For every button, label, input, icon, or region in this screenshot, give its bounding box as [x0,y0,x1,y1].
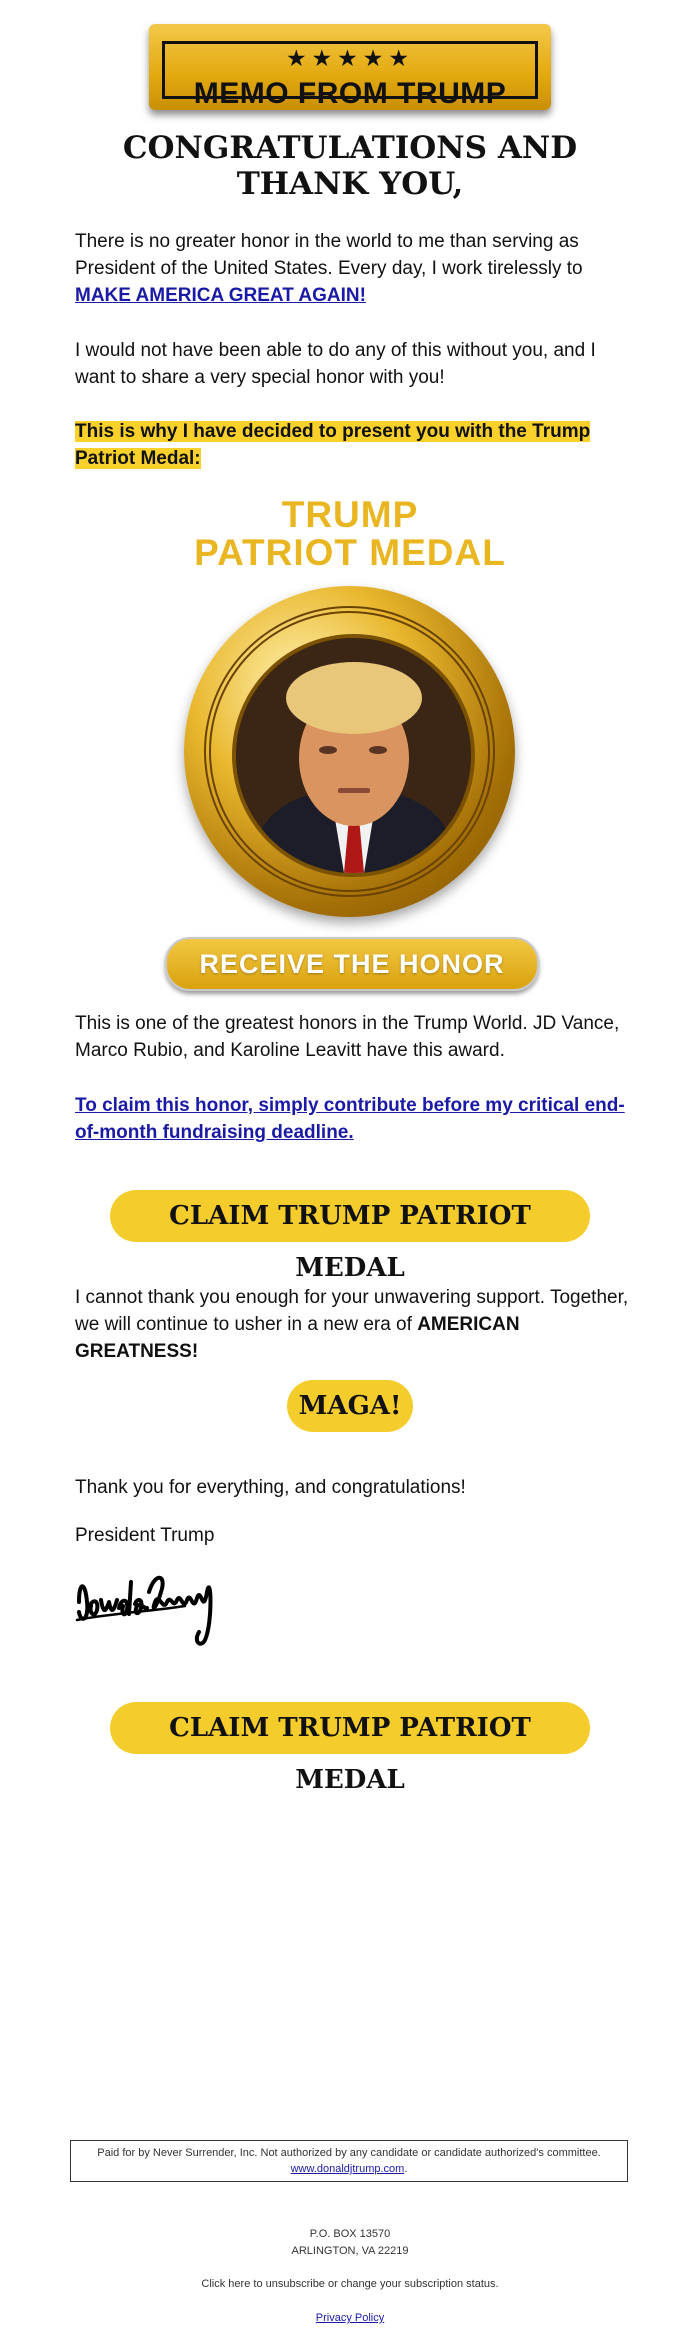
signature-image [75,1562,220,1648]
star-icons: ★★★★★ [285,45,415,71]
maga-button[interactable]: MAGA! [287,1380,413,1432]
privacy-line [0,2310,700,2326]
po-box-text: P.O. BOX 13570 [309,2228,391,2240]
portrait-illustration [236,638,471,873]
banner-title: MEMO FROM TRUMP [193,77,507,110]
highlight-text: This is why I have decided to present you with the Trump Patriot Medal: [75,421,591,469]
medal-portrait [232,634,475,877]
intro-paragraph [75,228,630,309]
banner-frame [162,41,538,110]
claim-medal-button-2[interactable]: CLAIM TRUMP PATRIOT MEDAL [110,1702,590,1754]
american-greatness-text: AMERICAN GREATNESS! [75,1314,520,1362]
signoff-text: President Trump [75,1525,215,1546]
claim-paragraph [75,1092,630,1146]
share-paragraph: I would not have been able to do any of this without you, and I want to share a very special honor with you! [75,340,596,388]
receive-honor-button[interactable]: RECEIVE THE HONOR [165,937,539,991]
medal-title-line1: TRUMP [281,494,419,535]
site-link[interactable]: www.donaldjtrump.com [290,2163,405,2175]
site-suffix: . [404,2163,408,2175]
privacy-policy-link[interactable]: Privacy Policy [315,2312,385,2324]
support-paragraph [75,1284,630,1365]
paid-for-text: Paid for by Never Surrender, Inc. Not authorized by any candidate or candidate authorized's committee. [97,2147,601,2159]
unsubscribe-text[interactable]: Click here to unsubscribe or change your subscription status. [201,2278,499,2290]
thanks-text: Thank you for everything, and congratulations! [75,1477,466,1498]
site-line [71,2161,627,2177]
maga-link[interactable]: MAKE AMERICA GREAT AGAIN! [75,285,366,306]
claim-medal-button[interactable]: CLAIM TRUMP PATRIOT MEDAL [110,1190,590,1242]
claim-honor-link[interactable]: To claim this honor, simply contribute before my critical end-of-month fundraising deadline. [75,1095,625,1143]
highlight-paragraph [75,418,630,472]
medal-image[interactable] [184,586,515,917]
memo-banner [149,24,551,110]
disclaimer-box [70,2140,628,2182]
page-title: CONGRATULATIONS AND THANK YOU, [122,130,578,202]
city-text: ARLINGTON, VA 22219 [291,2245,409,2257]
medal-title [175,496,525,572]
honor-paragraph: This is one of the greatest honors in the Trump World. JD Vance, Marco Rubio, and Karoline Leavitt have this award. [75,1013,620,1061]
support-text: I cannot thank you enough for your unwavering support. Together, we will continue to usher in a new era of [75,1287,629,1335]
intro-text: There is no greater honor in the world to me than serving as President of the United States. Every day, I work tirelessly to [75,231,583,279]
medal-title-line2: PATRIOT MEDAL [194,532,506,573]
